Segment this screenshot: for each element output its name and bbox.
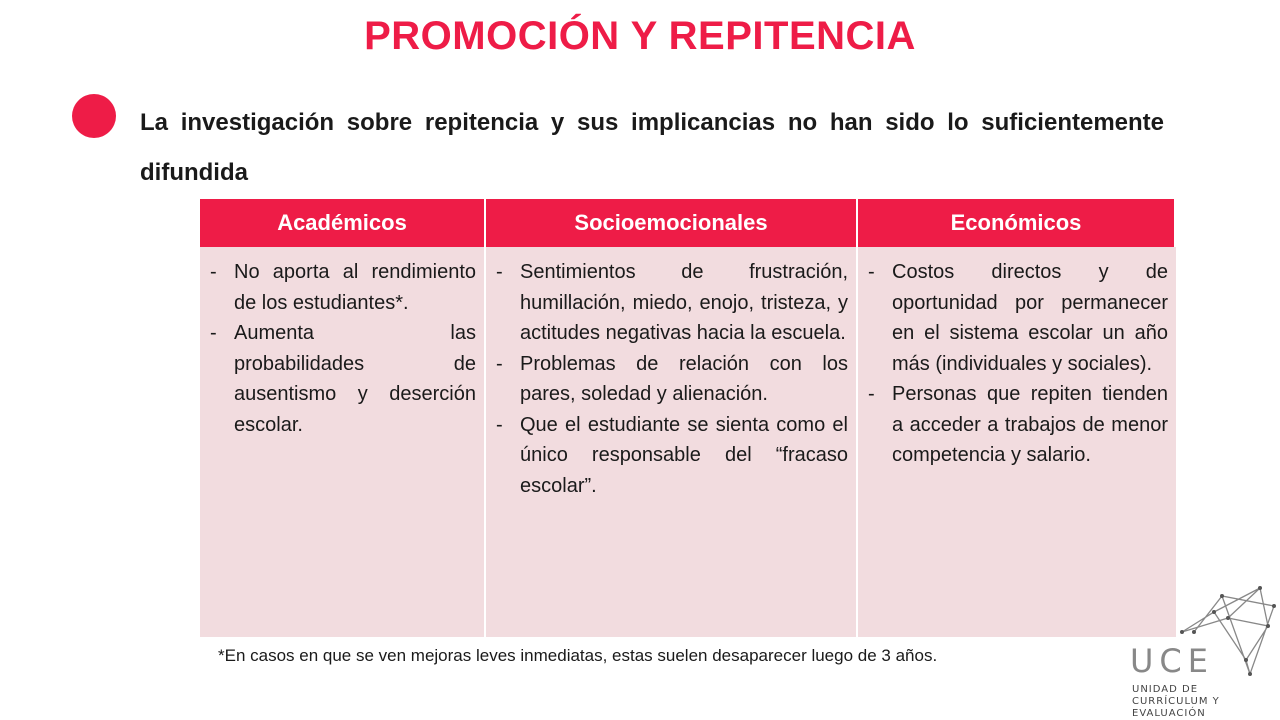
logo-line: EVALUACIÓN (1132, 708, 1206, 719)
cell-economicos (858, 247, 1176, 637)
logo-abbr: UCE (1130, 642, 1214, 680)
uce-logo (1130, 580, 1280, 720)
list-item (208, 318, 476, 440)
list-item (494, 410, 848, 502)
header-academicos: Académicos (200, 199, 486, 247)
item-marker: - (210, 261, 217, 283)
list-item (866, 257, 1168, 379)
item-text: Problemas de relación con los pares, soledad y alienación. (520, 352, 848, 405)
item-text: Personas que repiten tienden a acceder a trabajos de menor competencia y salario. (892, 383, 1168, 466)
list-item (494, 349, 848, 410)
item-text: Aumenta las probabilidades de ausentismo y deserción escolar. (234, 322, 476, 436)
item-marker: - (496, 352, 503, 375)
item-marker: - (496, 413, 503, 436)
item-marker: - (496, 261, 503, 283)
page-title: PROMOCIÓN Y REPITENCIA (364, 14, 916, 58)
item-marker: - (868, 261, 875, 283)
bullet-dot (72, 94, 116, 138)
item-marker: - (210, 322, 217, 344)
item-marker: - (868, 383, 875, 405)
item-text: Que el estudiante se sienta como el único responsable del “fracaso escolar”. (520, 413, 848, 497)
consequences-table (200, 199, 1176, 637)
footnote: *En casos en que se ven mejoras leves inmediatas, estas suelen desaparecer luego de 3 años. (218, 646, 938, 665)
list-item (866, 379, 1168, 471)
header-socioemocionales: Socioemocionales (486, 199, 858, 247)
cell-academicos (200, 247, 486, 637)
item-text: Sentimientos de frustración, humillación, miedo, enojo, tristeza, y actitudes negativas hacia la escuela. (520, 261, 848, 344)
logo-line: UNIDAD DE (1132, 684, 1199, 695)
logo-line: CURRÍCULUM Y (1132, 696, 1220, 707)
cell-socioemocionales (486, 247, 858, 637)
item-text: Costos directos y de oportunidad por permanecer en el sistema escolar un año más (individuales y sociales). (892, 261, 1168, 375)
intro-text: La investigación sobre repitencia y sus implicancias no han sido lo suficientemente difundida (140, 109, 1164, 186)
list-item (208, 257, 476, 318)
list-item (494, 257, 848, 349)
header-economicos: Económicos (858, 199, 1176, 247)
item-text: No aporta al rendimiento de los estudiantes*. (234, 261, 476, 314)
